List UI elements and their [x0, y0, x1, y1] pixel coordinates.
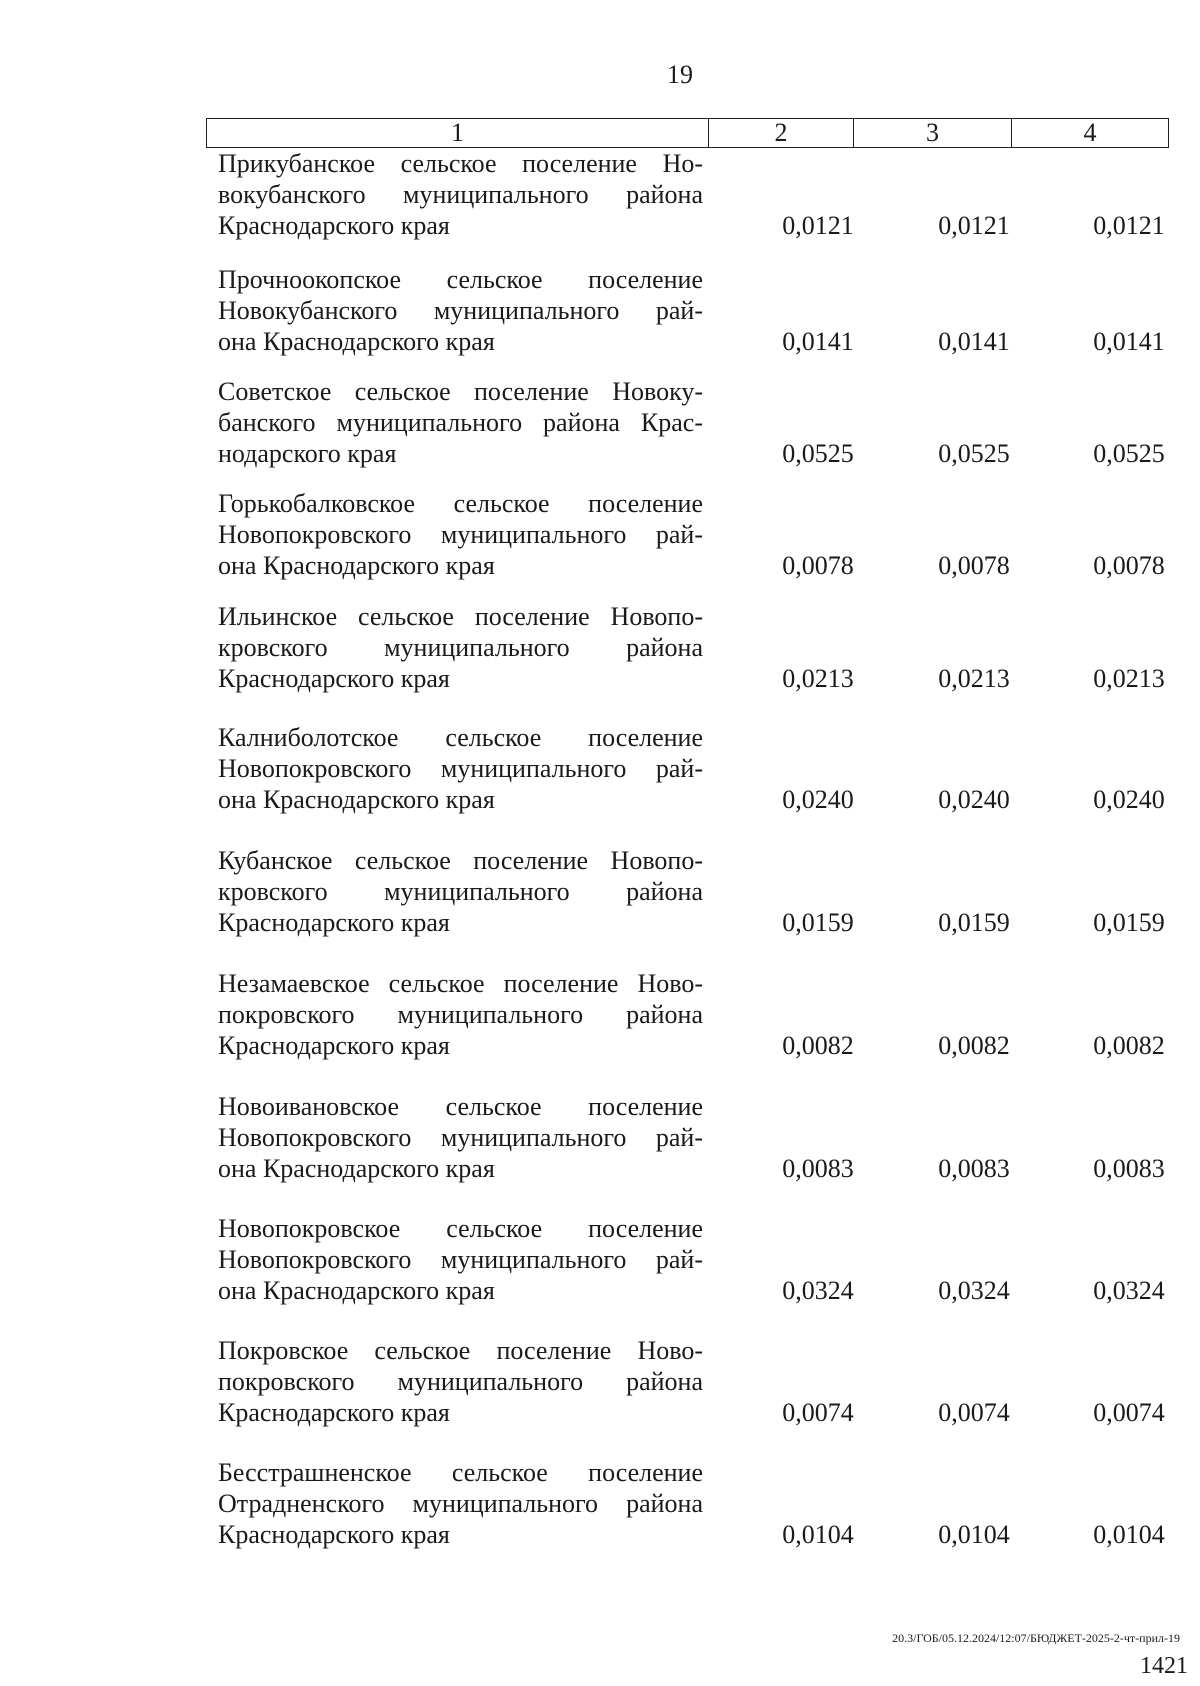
settlement-name-line: Краснодарского края	[218, 664, 450, 693]
value-col-4: 0,0240	[1093, 785, 1165, 814]
settlement-name	[218, 1335, 703, 1428]
settlement-name-line: вокубанского муниципального района	[218, 180, 703, 209]
sheet-number: 1421	[1140, 1653, 1188, 1679]
settlement-name	[218, 601, 703, 694]
settlement-name	[218, 1091, 703, 1184]
value-col-3: 0,0082	[938, 1031, 1010, 1060]
value-col-2: 0,0078	[782, 551, 854, 580]
value-col-3: 0,0324	[938, 1276, 1010, 1305]
settlement-name-line: Бесстрашненское сельское поселение	[218, 1458, 703, 1487]
settlement-name-line: Незамаевское сельское поселение Ново-	[218, 969, 703, 998]
value-col-3: 0,0213	[938, 664, 1010, 693]
value-col-4: 0,0083	[1093, 1154, 1165, 1183]
value-col-4: 0,0121	[1093, 211, 1165, 240]
value-col-4: 0,0082	[1093, 1031, 1165, 1060]
header-col-3: 3	[854, 119, 1012, 148]
document-code: 20.3/ГОБ/05.12.2024/12:07/БЮДЖЕТ-2025-2-чт-прил-19	[892, 1631, 1180, 1645]
value-col-2: 0,0141	[782, 327, 854, 356]
value-col-4: 0,0213	[1093, 664, 1165, 693]
settlement-name-line: Кубанское сельское поселение Новопо-	[218, 846, 703, 875]
value-col-3: 0,0141	[938, 327, 1010, 356]
settlement-name-line: она Краснодарского края	[218, 551, 495, 580]
value-col-2: 0,0159	[782, 908, 854, 937]
value-col-2: 0,0104	[782, 1520, 854, 1549]
settlement-name-line: Краснодарского края	[218, 1031, 450, 1060]
settlement-name-line: Новопокровского муниципального рай-	[218, 1245, 703, 1274]
value-col-4: 0,0324	[1093, 1276, 1165, 1305]
settlement-name-line: кровского муниципального района	[218, 633, 703, 662]
table-header	[206, 118, 1169, 148]
value-col-2: 0,0240	[782, 785, 854, 814]
value-col-3: 0,0240	[938, 785, 1010, 814]
settlement-name	[218, 488, 703, 581]
value-col-2: 0,0121	[782, 211, 854, 240]
settlement-name-line: Покровское сельское поселение Ново-	[218, 1336, 703, 1365]
value-col-3: 0,0074	[938, 1398, 1010, 1427]
value-col-2: 0,0324	[782, 1276, 854, 1305]
settlement-name-line: Прочноокопское сельское поселение	[218, 265, 703, 294]
settlement-name-line: Новокубанского муниципального рай-	[218, 296, 703, 325]
settlement-name	[218, 968, 703, 1061]
settlement-name-line: кровского муниципального района	[218, 877, 703, 906]
settlement-name-line: она Краснодарского края	[218, 1276, 495, 1305]
settlement-name-line: Краснодарского края	[218, 1398, 450, 1427]
settlement-name	[218, 845, 703, 938]
settlement-name-line: Новопокровское сельское поселение	[218, 1214, 703, 1243]
settlement-name-line: Калниболотское сельское поселение	[218, 723, 703, 752]
settlement-name-line: покровского муниципального района	[218, 1000, 703, 1029]
value-col-4: 0,0074	[1093, 1398, 1165, 1427]
settlement-name-line: Ильинское сельское поселение Новопо-	[218, 602, 703, 631]
settlement-name-line: Горькобалковское сельское поселение	[218, 489, 703, 518]
settlement-name-line: она Краснодарского края	[218, 327, 495, 356]
header-col-4: 4	[1012, 119, 1169, 148]
header-col-2: 2	[709, 119, 854, 148]
value-col-2: 0,0525	[782, 439, 854, 468]
settlement-name	[218, 1213, 703, 1306]
settlement-name-line: Отрадненского муниципального района	[218, 1489, 703, 1518]
value-col-4: 0,0078	[1093, 551, 1165, 580]
value-col-2: 0,0083	[782, 1154, 854, 1183]
value-col-3: 0,0078	[938, 551, 1010, 580]
value-col-4: 0,0104	[1093, 1520, 1165, 1549]
settlement-name	[218, 1457, 703, 1550]
settlement-name-line: Краснодарского края	[218, 211, 450, 240]
value-col-4: 0,0525	[1093, 439, 1165, 468]
settlement-name-line: Краснодарского края	[218, 908, 450, 937]
settlement-name-line: она Краснодарского края	[218, 785, 495, 814]
settlement-name-line: Новопокровского муниципального рай-	[218, 520, 703, 549]
settlement-name	[218, 264, 703, 357]
value-col-2: 0,0082	[782, 1031, 854, 1060]
settlement-name-line: Новоивановское сельское поселение	[218, 1092, 703, 1121]
value-col-4: 0,0159	[1093, 908, 1165, 937]
settlement-name-line: Новопокровского муниципального рай-	[218, 754, 703, 783]
settlement-name-line: банского муниципального района Крас-	[218, 408, 703, 437]
value-col-3: 0,0104	[938, 1520, 1010, 1549]
page-number: 19	[667, 60, 693, 89]
value-col-3: 0,0121	[938, 211, 1010, 240]
settlement-name-line: покровского муниципального района	[218, 1367, 703, 1396]
settlement-name-line: она Краснодарского края	[218, 1154, 495, 1183]
settlement-name-line: Советское сельское поселение Новоку-	[218, 377, 703, 406]
value-col-4: 0,0141	[1093, 327, 1165, 356]
value-col-2: 0,0213	[782, 664, 854, 693]
value-col-3: 0,0159	[938, 908, 1010, 937]
settlement-name-line: Новопокровского муниципального рай-	[218, 1123, 703, 1152]
settlement-name-line: нодарского края	[218, 439, 397, 468]
settlement-name-line: Краснодарского края	[218, 1520, 450, 1549]
settlement-name	[218, 722, 703, 815]
settlement-name	[218, 376, 703, 469]
settlement-name	[218, 148, 703, 241]
settlement-name-line: Прикубанское сельское поселение Но-	[218, 149, 703, 178]
value-col-3: 0,0083	[938, 1154, 1010, 1183]
value-col-2: 0,0074	[782, 1398, 854, 1427]
value-col-3: 0,0525	[938, 439, 1010, 468]
header-col-1: 1	[207, 119, 709, 148]
